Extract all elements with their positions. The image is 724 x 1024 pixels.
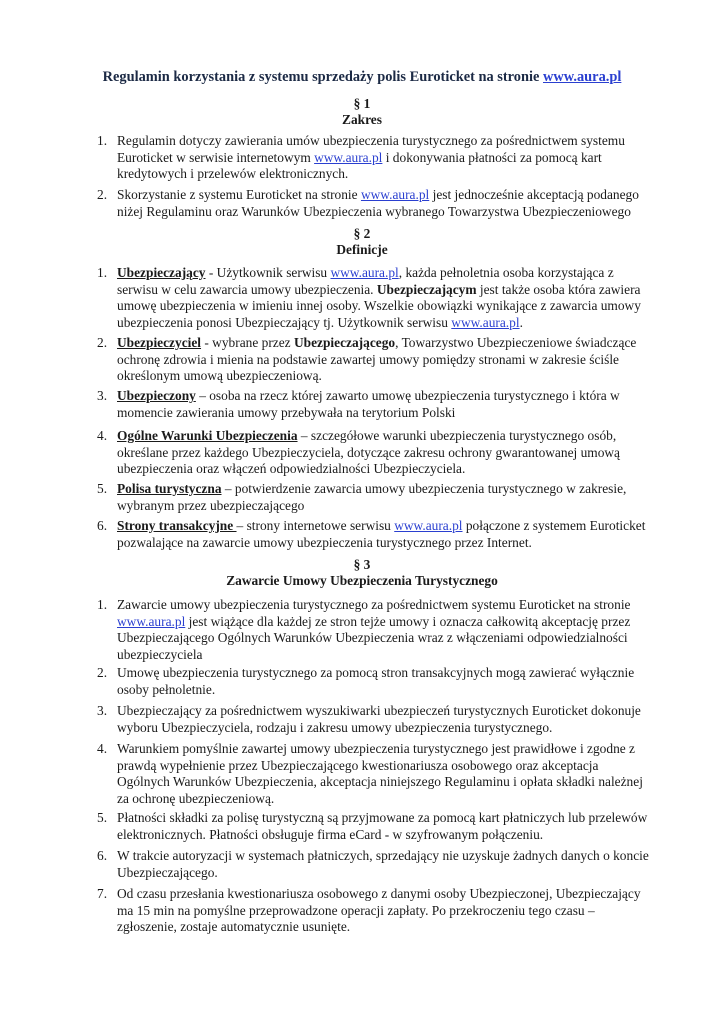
item-number: 1. [97,597,108,612]
item-text [117,848,651,881]
item-text [117,665,651,698]
item-text [117,388,651,421]
term-ubezpieczajacy: Ubezpieczający [117,265,206,280]
text-part: połączone z systemem Euroticket pozwalające na zawarcie umowy ubezpieczenia turystycznego przez Internet. [117,518,646,550]
section-2-heading: Definicje [336,242,388,257]
link-aura[interactable]: www.aura.pl [451,314,520,330]
item-text [117,187,651,220]
item-text [117,265,651,331]
text-part: Od czasu przesłania kwestionariusza osobowego z danymi osoby Ubezpieczonej, Ubezpieczający ma 15 min na pomyślne przeprowadzone operacji zapłaty. Po przekroczeniu tego czasu – zgłoszenie, zostaje automatycznie usunięte. [117,886,641,934]
text-part: - wybrane przez [201,335,294,350]
text-part: jest jednocześnie akceptacją podanego niżej Regulaminu oraz Warunków Ubezpieczenia wybranego Towarzystwa Ubezpieczeniowego [117,187,639,219]
term-strony-transakcyjne: Strony transakcyjne [117,518,237,533]
section-1-symbol: § 1 [353,96,371,111]
bold-term: Ubezpieczającym [376,281,477,297]
item-number: 6. [97,848,108,863]
item-text [117,428,651,478]
item-number: 5. [97,810,108,825]
item-number: 2. [97,335,108,350]
text-part: , każda pełnoletnia osoba korzystająca z serwisu w celu zawarcia umowy ubezpieczenia. [117,265,614,297]
term-ubezpieczyciel: Ubezpieczyciel [117,335,202,350]
text-part: . [519,314,523,330]
link-aura[interactable]: www.aura.pl [394,518,463,533]
text-part: – potwierdzenie zawarcia umowy ubezpieczenia turystycznego w zakresie, wybranym przez ubezpieczającego [117,481,627,513]
term-polisa: Polisa turystyczna [117,481,222,496]
term-ubezpieczony: Ubezpieczony [117,388,196,403]
item-text [117,335,651,385]
section-2-symbol: § 2 [353,226,371,241]
item-text [117,703,651,736]
text-part: Płatności składki za polisę turystyczną są przyjmowane za pomocą kart płatniczych lub przelewów elektronicznych. Płatności obsługuje firma eCard - w szyfrowanym połączeniu. [117,810,648,842]
text-part: , Towarzystwo Ubezpieczeniowe świadczące ochronę zdrowia i mienia na podstawie zawartej umowy pomiędzy stronami w zakresie ściśle określonym umową ubezpieczeniową. [117,335,637,383]
text-part: jest wiążące dla każdej ze stron tejże umowy i oznacza całkowitą akceptację przez Ubezpieczającego Ogólnych Warunków Ubezpieczenia wraz z włączeniami odpowiedzialności ubezpieczyciela [117,613,631,662]
bold-term: Ubezpieczającego [293,335,396,350]
document-title [0,68,724,86]
text-part: i dokonywania płatności za pomocą kart kredytowych i przelewów elektronicznych. [117,149,602,181]
link-aura[interactable]: www.aura.pl [314,149,383,165]
title-text: Regulamin korzystania z systemu sprzedaży polis Euroticket na stronie [102,69,543,85]
item-number: 6. [97,518,108,533]
item-number: 4. [97,428,108,443]
section-1-heading: Zakres [342,112,382,127]
item-number: 2. [97,187,108,202]
item-text [117,597,651,663]
text-part: Warunkiem pomyślnie zawartej umowy ubezpieczenia turystycznego jest prawidłowe i zgodne z prawdą wypełnienie przez Ubezpieczającego kwestionariusza osobowego oraz akceptacja Ogólnych Warunków Ubezpieczenia, akceptacja niniejszego Regulaminu i opłata składki należnej za ochronę ubezpieczeniową. [117,741,643,806]
text-part: W trakcie autoryzacji w systemach płatniczych, sprzedający nie uzyskuje żadnych danych o koncie Ubezpieczającego. [117,848,649,880]
section-3-symbol: § 3 [353,557,371,572]
section-3-heading: Zawarcie Umowy Ubezpieczenia Turystycznego [226,573,498,588]
link-aura[interactable]: www.aura.pl [360,187,430,202]
item-text [117,133,651,183]
link-aura[interactable]: www.aura.pl [330,265,399,280]
text-part: jest także osoba która zawiera umowę ubezpieczenia w imieniu innej osoby. Wszelkie obowiązki wynikające z zawarcia umowy ubezpieczenia ponosi Ubezpieczający tj. Użytkownik serwisu [117,281,641,330]
link-aura[interactable]: www.aura.pl [117,613,186,629]
text-part: Skorzystanie z systemu Euroticket na stronie [117,187,361,202]
text-part: – osoba na rzecz której zawarto umowę ubezpieczenia turystycznego i która w momencie zawierania umowy przebywała na terytorium Polski [117,388,620,420]
item-number: 7. [97,886,108,901]
text-part: Umowę ubezpieczenia turystycznego za pomocą stron transakcyjnych mogą zawierać wyłącznie osoby pełnoletnie. [117,665,635,697]
text-part: Ubezpieczający za pośrednictwem wyszukiwarki ubezpieczeń turystycznych Euroticket dokonuje wyboru Ubezpieczyciela, rodzaju i zakresu umowy ubezpieczenia turystycznego. [117,703,641,735]
item-number: 3. [97,388,108,403]
item-text [117,810,651,843]
item-text [117,886,651,936]
item-number: 1. [97,265,108,280]
item-number: 2. [97,665,108,680]
item-number: 3. [97,703,108,718]
term-owu: Ogólne Warunki Ubezpieczenia [117,428,298,443]
item-text [117,518,651,551]
item-text [117,481,651,514]
item-text [117,741,651,807]
text-part: – strony internetowe serwisu [236,518,395,533]
text-part: – szczegółowe warunki ubezpieczenia turystycznego osób, określane przez każdego Ubezpieczyciela, dotyczące zakresu ochrony gwarantowanej umową ubezpieczenia oraz włączeń odpowiedzialności Ubezpieczyciela. [117,428,621,476]
text-part: Regulamin dotyczy zawierania umów ubezpieczenia turystycznego za pośrednictwem systemu Euroticket w serwisie internetowym [117,133,625,165]
item-number: 4. [97,741,108,756]
item-number: 5. [97,481,108,496]
item-number: 1. [97,133,108,148]
text-part: Zawarcie umowy ubezpieczenia turystycznego za pośrednictwem systemu Euroticket na stronie [117,597,631,612]
title-link[interactable]: www.aura.pl [543,69,622,85]
text-part: - Użytkownik serwisu [205,265,331,280]
